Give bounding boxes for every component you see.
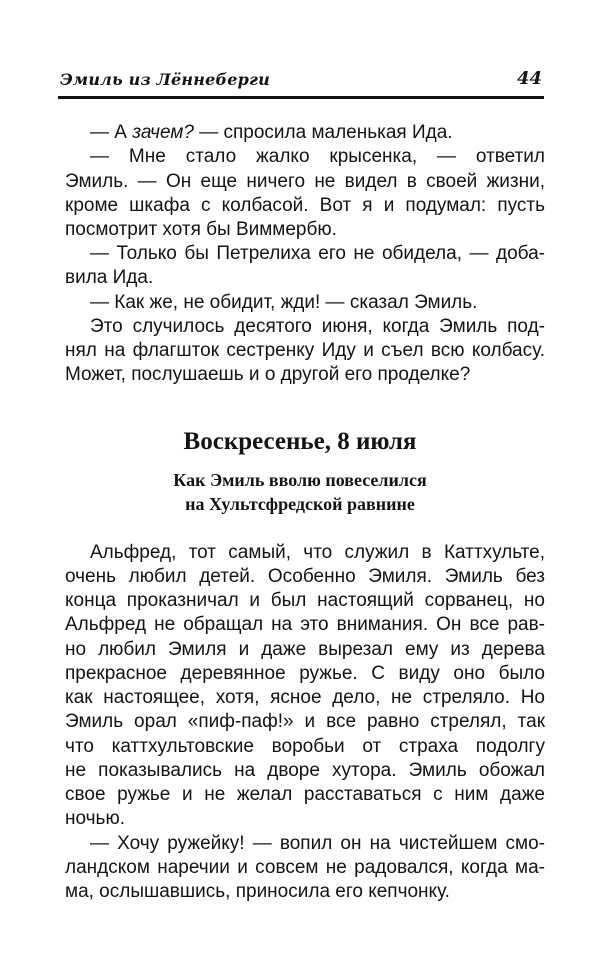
text-line: вила Ида. <box>65 267 154 288</box>
page-header <box>58 66 544 100</box>
text-line: — Хочу ружейку! — вопил он на чистейшем смо- <box>90 833 545 854</box>
chapter-title: Воскресенье, 8 июля <box>183 428 417 455</box>
text-line: очень любил детей. Особенно Эмиля. Эмиль без <box>65 566 545 587</box>
chapter-subtitle-line-1: Как Эмиль вволю повеселился <box>173 470 427 490</box>
text-line: Эмиль. — Он еще ничего не видел в своей жизни, <box>65 171 545 192</box>
text-line: свое ружье и не желал расставаться с ним даже <box>65 784 545 805</box>
chapter-subtitle-line-2: на Хультсфредской равнине <box>185 494 415 514</box>
text-line <box>90 121 545 145</box>
text-line: Это случилось десятого июня, когда Эмиль под- <box>90 316 545 337</box>
text-line: ма, ослышавшись, приносила его кепчонку. <box>65 881 450 902</box>
text-line: Альфред не обращал на это внимания. Он все рав- <box>65 614 545 635</box>
header-rule <box>58 96 544 99</box>
text-line: ландском наречии и совсем не радовался, когда ма- <box>65 857 545 878</box>
text-line: — Только бы Петрелиха его не обидела, — доба- <box>90 243 545 264</box>
text-line: — Как же, не обидит, жди! — сказал Эмиль. <box>90 292 478 313</box>
text-line: но любил Эмиля и даже вырезал ему из дерева <box>65 639 545 660</box>
text-line: что каттхультовские воробьи от страха подолгу <box>65 736 545 757</box>
text-line: кроме шкафа с колбасой. Вот я и подумал: пусть <box>65 195 545 216</box>
text-line: Эмиль орал «пиф-паф!» и все равно стрелял, так <box>65 711 545 732</box>
page-number: 44 <box>516 68 542 89</box>
text-segment: — спросила маленькая Ида. <box>193 122 453 143</box>
text-line: — Мне стало жалко крысенка, — ответил <box>90 146 545 167</box>
text-line: конца проказничал и был настоящий сорванец, но <box>65 590 545 611</box>
text-line: ночью. <box>65 808 125 829</box>
text-line: прекрасное деревянное ружье. С виду оно было <box>65 663 545 684</box>
text-line: не показывались на дворе хутора. Эмиль обожал <box>65 760 545 781</box>
text-line: Может, послушаешь и о другой его проделке? <box>65 364 471 385</box>
text-line: нял на флагшток сестренку Иду и съел всю колбасу. <box>65 340 545 361</box>
text-segment: — А <box>90 122 133 143</box>
text-line: как настоящее, хотя, ясное дело, не стреляло. Но <box>65 687 545 708</box>
running-title: Эмиль из Лённеберги <box>60 70 271 89</box>
text-line: посмотрит хотя бы Виммербю. <box>65 219 337 240</box>
italic-word: зачем? <box>132 122 194 143</box>
text-line: Альфред, тот самый, что служил в Каттхульте, <box>90 542 545 563</box>
